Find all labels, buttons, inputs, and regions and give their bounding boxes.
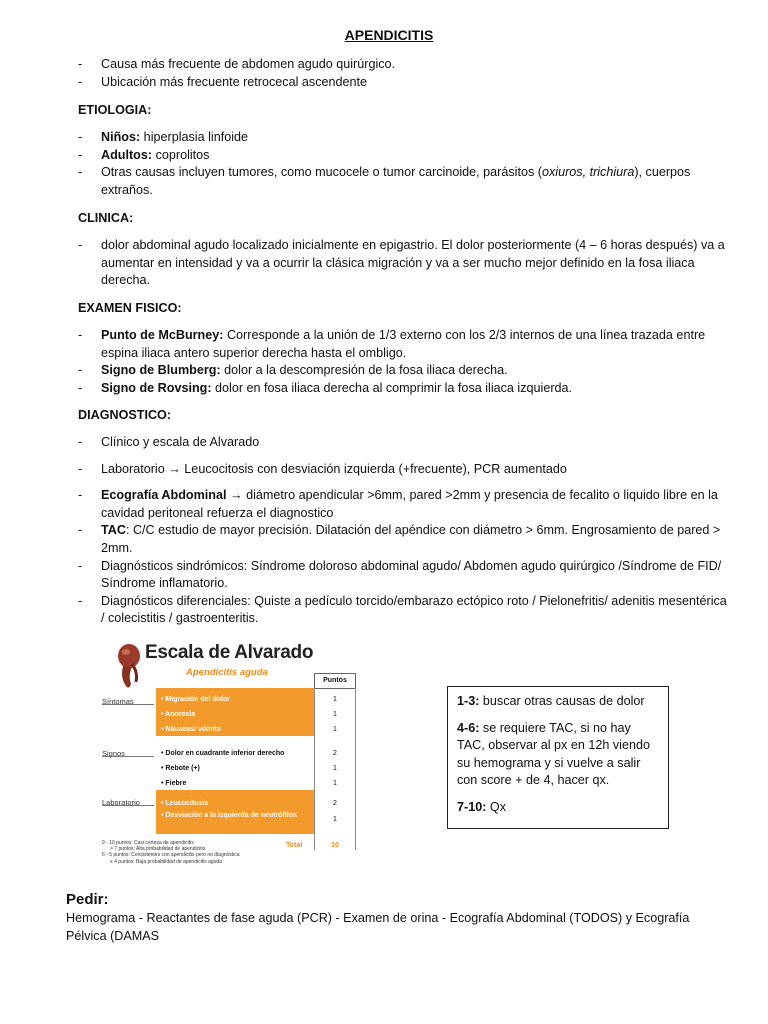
alvarado-legend	[102, 840, 240, 865]
diagnostico-list	[78, 434, 728, 628]
criterion-points: 1	[333, 696, 337, 703]
criterion-label: • Leucocitosis	[161, 800, 209, 807]
total-value: 10	[331, 842, 339, 849]
list-item: - Diagnósticos diferenciales: Quiste a pedículo torcido/embarazo ectópico roto / Pielonefritis/ adenitis mesentérica / colecistitis / gastroenteritis.	[78, 593, 728, 628]
criterion-points: 1	[333, 765, 337, 772]
divider	[102, 805, 154, 806]
score-range: 7-10: Qx	[457, 799, 506, 814]
examen-heading: EXAMEN FISICO:	[78, 301, 182, 315]
criterion-points: 1	[333, 711, 337, 718]
list-item: - Niños: hiperplasia linfoide	[78, 129, 728, 147]
list-item: - Ecografía Abdominal → diámetro apendicular >6mm, pared >2mm y presencia de fecalito o liquido libre en la cavidad peritoneal refuerza el diagnostico	[78, 487, 728, 522]
legend-line: 6 - 5 puntos: Consistentes con apendicitis pero no diagnóstica	[102, 852, 240, 859]
criterion-label: • Desviación a la izquierda de neutrófilos	[161, 812, 297, 819]
list-item: - Diagnósticos sindrómicos: Síndrome doloroso abdominal agudo/ Abdomen agudo quirúrgico /Síndrome de FID/ Síndrome inflamatorio.	[78, 558, 728, 593]
legend-line: > 7 puntos: Alta probabilidad de apendicitis	[110, 846, 206, 853]
criterion-points: 2	[333, 750, 337, 757]
etiologia-list	[78, 129, 728, 199]
list-item: - dolor abdominal agudo localizado inicialmente en epigastrio. El dolor posteriormente (4 – 6 horas después) va a aumentar en intensidad y va a ocurrir la clásica migración y va a ser mucho mejor definido en la fosa iliaca derecha.	[78, 237, 728, 290]
criterion-label: • Anorexia	[161, 711, 196, 718]
list-item: - Signo de Rovsing: dolor en fosa iliaca derecha al comprimir la fosa iliaca izquierda.	[78, 380, 728, 398]
category-sintomas: Síntomas	[102, 697, 134, 706]
list-item: - Otras causas incluyen tumores, como mucocele o tumor carcinoide, parásitos (oxiuros, trichiura), cuerpos extraños.	[78, 164, 728, 199]
criterion-points: 1	[333, 780, 337, 787]
clinica-list	[78, 237, 728, 290]
examen-list	[78, 327, 728, 397]
list-item: - Ubicación más frecuente retrocecal ascendente	[78, 74, 728, 92]
pedir-heading: Pedir:	[66, 891, 109, 908]
category-signos: Signos	[102, 749, 125, 758]
score-interpretation-box	[447, 686, 669, 829]
list-item: - Clínico y escala de Alvarado	[78, 434, 728, 452]
legend-line: ≤ 4 puntos: Baja probabilidad de apendicitis aguda	[110, 858, 222, 865]
alvarado-title: Escala de Alvarado	[145, 642, 314, 663]
total-label: Total	[286, 842, 303, 849]
divider	[102, 756, 154, 757]
criterion-points: 2	[333, 800, 337, 807]
list-item: - Laboratorio → Leucocitosis con desviación izquierda (+frecuente), PCR aumentado	[78, 461, 728, 479]
intro-list	[78, 56, 728, 91]
points-header: Puntos	[314, 673, 356, 689]
legend-line: 9 - 10 puntos: Casi certeza de apendicitis	[102, 840, 194, 846]
list-item: - Causa más frecuente de abdomen agudo quirúrgico.	[78, 56, 728, 74]
criterion-label: • Rebote (+)	[161, 765, 200, 772]
criterion-points: 1	[333, 816, 337, 823]
criterion-points: 1	[333, 726, 337, 733]
category-laboratorio: Laboratorio	[102, 798, 140, 807]
diagnostico-heading: DIAGNOSTICO:	[78, 408, 172, 422]
criterion-label: • Náuseas/ vómito	[161, 726, 222, 733]
pedir-text: Hemograma - Reactantes de fase aguda (PCR) - Examen de orina - Ecografía Abdominal (TODOS) y Ecografía Pélvica (DAMAS	[66, 911, 690, 943]
clinica-heading: CLINICA:	[78, 211, 134, 225]
criterion-label: • Dolor en cuadrante inferior derecho	[161, 750, 285, 757]
alvarado-subtitle: Apendicitis aguda	[186, 667, 268, 678]
etiologia-heading: ETIOLOGIA:	[78, 103, 152, 117]
list-item: - Punto de McBurney: Corresponde a la unión de 1/3 externo con los 2/3 internos de una línea trazada entre espina iliaca antero superior derecha hasta el ombligo.	[78, 327, 728, 362]
appendix-illustration-icon	[114, 642, 144, 700]
criterion-label: • Fiebre	[161, 780, 187, 787]
page-title: APENDICITIS	[344, 27, 434, 43]
list-item: - Signo de Blumberg: dolor a la descompresión de la fosa iliaca derecha.	[78, 362, 728, 380]
divider	[102, 704, 154, 705]
score-range: 4-6: se requiere TAC, si no hay TAC, observar al px en 12h viendo su hemograma y si vuelve a salir con score + de 4, hacer qx.	[457, 720, 650, 788]
alvarado-scale-figure	[88, 640, 356, 874]
criterion-label: • Migración del dolor	[161, 696, 230, 703]
list-item: - Adultos: coprolitos	[78, 147, 728, 165]
score-range: 1-3: buscar otras causas de dolor	[457, 694, 645, 708]
list-item: - TAC: C/C estudio de mayor precisión. Dilatación del apéndice con diámetro > 6mm. Engrosamiento de pared > 2mm.	[78, 522, 728, 557]
